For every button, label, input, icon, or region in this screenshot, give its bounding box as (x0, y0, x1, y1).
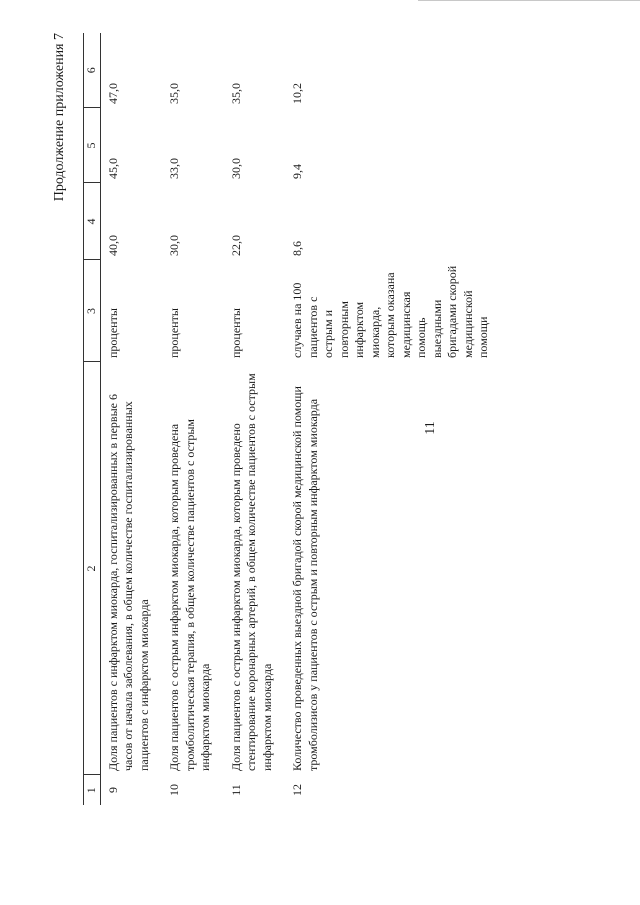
value-col-6: 47,0 (105, 83, 120, 104)
indicator-name: Доля пациентов с инфарктом миокарда, госпитализированных в первые 6 часов от начала заболевания, в общем количестве госпитализированных пациентов с инфарктом миокарда (105, 394, 151, 771)
indicator-table (83, 33, 502, 805)
table-row (285, 33, 502, 805)
table-row (162, 33, 224, 805)
table-row (224, 33, 286, 805)
value-col-5: 45,0 (105, 158, 120, 179)
row-number: 9 (105, 787, 120, 793)
value-col-5: 33,0 (167, 158, 181, 179)
value-col-6: 35,0 (228, 83, 243, 104)
row-number: 11 (228, 784, 243, 796)
column-header: 4 (84, 183, 101, 260)
table-row (100, 33, 162, 805)
value-col-4: 30,0 (167, 235, 181, 256)
unit-of-measure: проценты (167, 308, 181, 358)
appendix-caption: Продолжение приложения 7 (52, 33, 67, 202)
column-header: 5 (84, 108, 101, 183)
unit-of-measure: проценты (105, 308, 120, 358)
column-header: 6 (84, 33, 101, 108)
column-header: 3 (84, 260, 101, 362)
row-number: 12 (290, 784, 304, 796)
page-number: 11 (423, 421, 438, 435)
indicator-name: Количество проведенных выездной бригадой скорой медицинской помощи тромболизисов у пациентов с острым и повторным инфарктом миокарда (290, 386, 320, 771)
value-col-5: 9,4 (290, 164, 304, 179)
table-header-row (84, 33, 101, 805)
value-col-6: 35,0 (167, 83, 181, 104)
value-col-6: 10,2 (290, 83, 304, 104)
row-number: 10 (167, 784, 181, 796)
value-col-4: 22,0 (228, 235, 243, 256)
value-col-5: 30,0 (228, 158, 243, 179)
unit-of-measure: случаев на 100 пациентов с острым и повторным инфарктом миокарда, которым оказана медицинская помощь выездными бригадами скорой медицинской помощи (290, 265, 490, 358)
unit-of-measure: проценты (228, 308, 243, 358)
value-col-4: 40,0 (105, 235, 120, 256)
column-header: 2 (84, 362, 101, 775)
value-col-4: 8,6 (290, 241, 304, 256)
indicator-name: Доля пациентов с острым инфарктом миокарда, которым проведено стентирование коронарных артерий, в общем количестве пациентов с острым инфарктом миокарда (228, 373, 274, 771)
column-header: 1 (84, 775, 101, 805)
indicator-name: Доля пациентов с острым инфарктом миокарда, которым проведена тромболитическая терапия, в общем количестве пациентов с острым инфарктом миокарда (167, 418, 212, 771)
